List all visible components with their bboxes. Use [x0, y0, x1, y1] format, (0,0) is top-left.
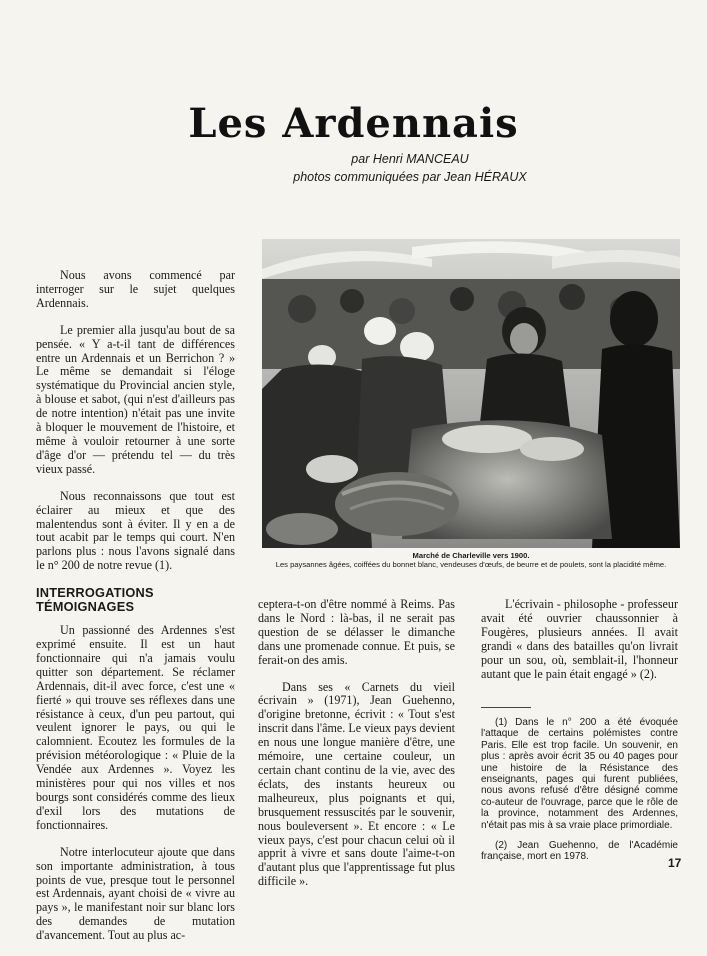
- section-heading: [36, 586, 235, 614]
- section-heading-line: TÉMOIGNAGES: [36, 599, 135, 615]
- market-photo: [262, 239, 680, 548]
- paragraph: Dans ses « Carnets du vieil écrivain » (1971), Jean Guehenno, d'origine bretonne, écrivit : « Tout s'est inscrit dans l'âme. Le vieux pays devient en nous une longue manière d'être, une mémoire, une certaine couleur, un certain chant continu de la vie, avec des éclats, des instants heureux ou malheureux, plus poignants et qui, brusquement ressuscités par le souvenir, nous bouleversent ». Et encore : « Le vieux pays, c'est pour chacun celui où il apprit à vivre et sans doute l'aime-t-on d'autant plus que l'apprentissage fut plus difficile ».: [258, 679, 455, 889]
- column-3: [481, 598, 678, 694]
- byline-author: par Henri MANCEAU: [351, 152, 469, 166]
- paragraph: Notre interlocuteur ajoute que dans son importante administration, à tous points de vue, presque tout le personnel est Ardennais, ayant choisi de « vivre au pays », le manifestant noir sur blanc lors des demandes de mutation d'avancement. Tout au plus ac-: [36, 844, 235, 943]
- footnote: (1) Dans le n° 200 a été évoquée l'attaque de certains polémistes contre Paris. Elle est trop facile. Un souvenir, en plus : après avoir écrit 35 ou 40 pages pour une histoire de la Résistance des enseignants, pages qui furent publiées, nous avons refusé d'être désigné comme co-auteur de l'ouvrage, parce que le rôle de la province, notamment des Ardennes, n'était pas mis à sa vraie place primordiale.: [481, 717, 678, 831]
- footnote: (2) Jean Guehenno, de l'Académie française, mort en 1978.: [481, 840, 678, 863]
- footnote-divider: [481, 707, 531, 708]
- paragraph: Le premier alla jusqu'au bout de sa pensée. « Y a-t-il tant de différences entre un Ardennais et un Berrichon ? » Le même se demandait si l'éloge systématique du Provincial ancien style, à blouse et sabot, (qui n'est d'ailleurs pas de notre intention) n'était pas une invite à bloquer le mouvement de l'histoire, et même à vouloir retourner à une sorte d'âge d'or — prétendu tel — du très vieux passé.: [36, 322, 235, 476]
- market-photo-image: [262, 239, 680, 548]
- photo-caption: [262, 551, 680, 569]
- paragraph: Nous avons commencé par interroger sur le sujet quelques Ardennais.: [36, 268, 235, 310]
- article-title: Les Ardennais: [188, 100, 519, 147]
- footnotes: [481, 717, 678, 872]
- paragraph: L'écrivain - philosophe - professeur avait été ouvrier chaussonnier à Fougères, plusieurs années. Il avait grandi « dans des batailles qu'on livrait pour un sou, où, semblait-il, l'honneur autant que le pain était engagé » (2).: [481, 597, 678, 681]
- page-number: 17: [668, 856, 682, 870]
- column-1: [36, 269, 235, 956]
- column-2: [258, 598, 455, 902]
- byline-photos: photos communiquées par Jean HÉRAUX: [293, 170, 527, 184]
- paragraph: Nous reconnaissons que tout est éclairer au mieux et que des malentendus sont à éviter. Il y en a de tout acabit par le temps qui court. N'en parlons plus : nous l'avons signalé dans le n° 200 de notre revue (1).: [36, 488, 235, 573]
- photo-caption-text: Les paysannes âgées, coiffées du bonnet blanc, vendeuses d'œufs, de beurre et de poulets, sont la placidité même.: [275, 560, 667, 570]
- paragraph: Un passionné des Ardennes s'est exprimé ensuite. Il est un haut fonctionnaire qui n'a jamais voulu quitter son département. Se réclamer Ardennais, dit-il avec force, c'est une « fierté » qui trouve ses réflexes dans une résistance à ceux, d'un peu partout, qui veulent ignorer le pays, ou qui le calomnient. Ecoutez les formules de la prévision météorologique : « Pluie de la Vendée aux Ardennes ». Voyez les ministères pour qui nos villes et nos bourgs sont considérés comme des lieux d'exil lors des mutations de fonctionnaires.: [36, 623, 235, 832]
- photo-caption-title: Marché de Charleville vers 1900.: [412, 551, 530, 560]
- paragraph: ceptera-t-on d'être nommé à Reims. Pas dans le Nord : là-bas, il ne serait pas question de se délasser le dimanche dans une promenade connue. Et puis, se ferait-on des amis.: [258, 597, 455, 667]
- section-heading-line: INTERROGATIONS: [36, 585, 154, 601]
